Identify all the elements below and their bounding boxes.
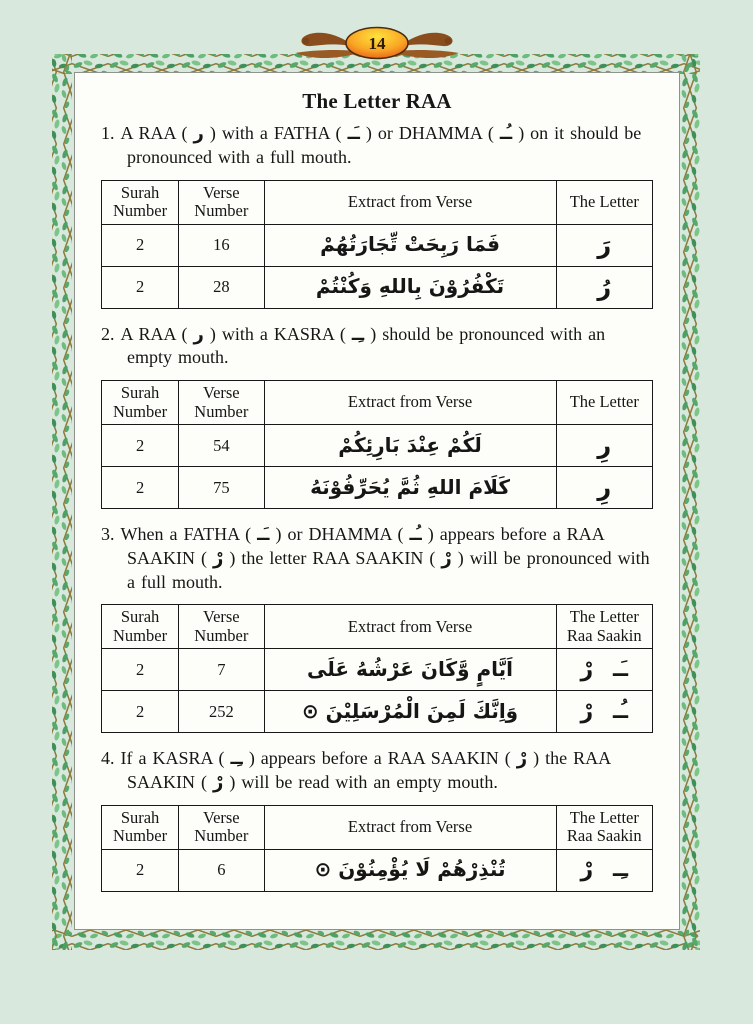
verse-arabic: فَمَا رَبِحَتْ تِّجَارَتُهُمْ [320,232,500,256]
raa-saakin-glyph: رْ [441,547,452,569]
rule-number: 4. [101,748,115,769]
cell-verse: 16 [179,224,264,266]
header-surah-number: Surah Number [102,381,179,425]
header-verse-number: Verse Number [179,605,264,649]
rule3-table [101,604,653,733]
header-surah-number: Surah Number [102,180,179,224]
letter-arabic: رَ [597,230,612,259]
cell-letter [556,649,652,691]
header-extract: Extract from Verse [264,381,556,425]
raa-glyph: ر [193,323,204,345]
header-letter: The Letter [556,180,652,224]
page-number: 14 [368,34,385,53]
verse-arabic: كَلَامَ اللهِ ثُمَّ يُحَرِّفُوْنَهُ [310,474,510,499]
dhamma-glyph: ـُـ [409,524,422,545]
letter-arabic: رُ [597,272,612,301]
letter-arabic: رِ [597,431,612,459]
cell-surah: 2 [102,266,179,308]
cell-extract [264,467,556,509]
rule-2 [101,323,653,371]
rule-number: 3. [101,524,115,544]
cell-extract [264,691,556,733]
cell-letter [556,425,652,467]
cell-extract [264,266,556,308]
rule-1 [101,122,653,170]
dhamma-glyph: ـُـ [499,123,513,144]
table-row [102,425,653,467]
rule-text: ) or DHAMMA ( [359,123,500,143]
cell-surah: 2 [102,849,179,891]
cell-extract [264,649,556,691]
dhamma-glyph: ـُـ [613,698,629,724]
raa-saakin-glyph: رْ [213,772,224,793]
table-row [102,266,653,308]
raa-saakin-glyph: رْ [580,857,594,883]
table-header-row [102,180,653,224]
table-header-row [102,381,653,425]
cell-verse: 7 [179,649,264,691]
verse-arabic: تَكْفُرُوْنَ بِاللهِ وَكُنْتُمْ [315,274,505,298]
cell-letter [556,266,652,308]
rule-text: When a FATHA ( [120,524,258,544]
rule-4 [101,747,653,795]
kasra-glyph: ـِـ [351,323,365,345]
page-number-badge [287,22,467,70]
rule-text: ) will be pronounced with a full mouth. [127,547,650,592]
header-extract: Extract from Verse [264,180,556,224]
fatha-glyph: ـَـ [613,656,629,682]
rule2-table [101,380,653,509]
verse-arabic: اَيَّامٍ وَّكَانَ عَرْشُهُ عَلَى [307,656,514,681]
letter-arabic: رِ [597,473,612,501]
header-surah-number: Surah Number [102,805,179,849]
kasra-glyph: ـِـ [613,857,629,883]
table-header-row [102,605,653,649]
header-extract: Extract from Verse [264,605,556,649]
cell-letter [556,467,652,509]
header-letter: The Letter [556,381,652,425]
rule-text: ) with a FATHA ( [203,123,348,143]
raa-saakin-glyph: رْ [580,698,594,724]
rule-text: ) appears before a RAA SAAKIN ( [242,748,517,769]
cell-extract [264,849,556,891]
cell-verse: 75 [179,467,264,509]
table-row [102,224,653,266]
cell-surah: 2 [102,467,179,509]
cell-surah: 2 [102,224,179,266]
table-row [102,649,653,691]
rule-text: ) should be pronounced with an empty mouth. [127,323,606,368]
cell-verse: 6 [179,849,264,891]
rule1-table [101,180,653,309]
rule-text: ) appears before a RAA SAAKIN ( [127,524,604,568]
header-verse-number: Verse Number [179,180,264,224]
cell-verse: 28 [179,266,264,308]
fatha-glyph: ـَـ [257,524,270,545]
table-row [102,691,653,733]
rule-text: If a KASRA ( [120,748,231,769]
verse-arabic: تُنْذِرْهُمْ لَا يُؤْمِنُوْنَ ⊙ [314,857,506,882]
raa-saakin-glyph: رْ [213,547,224,569]
cell-letter [556,224,652,266]
rule-text: ) with a KASRA ( [203,323,352,344]
rule-text: ) the letter RAA SAAKIN ( [223,547,442,568]
header-surah-number: Surah Number [102,605,179,649]
table-row [102,467,653,509]
rule-3 [101,523,653,594]
rule-text: A RAA ( [120,123,194,143]
rule-text: ) or DHAMMA ( [269,524,410,544]
content-page [74,72,680,930]
cell-letter [556,849,652,891]
cell-surah: 2 [102,691,179,733]
header-letter-raa-saakin: The Letter Raa Saakin [556,805,652,849]
rule4-table [101,805,653,892]
raa-saakin-glyph: رْ [516,748,528,770]
rule-number: 2. [101,323,115,344]
raa-saakin-glyph: رْ [580,656,594,682]
header-extract: Extract from Verse [264,805,556,849]
cell-verse: 252 [179,691,264,733]
cell-extract [264,425,556,467]
rule-text: A RAA ( [120,323,194,344]
fatha-glyph: ـَـ [347,123,360,144]
verse-arabic: لَكُمْ عِنْدَ بَارِئِكُمْ [338,432,482,457]
header-verse-number: Verse Number [179,805,264,849]
rule-text: ) the RAA SAAKIN ( [127,748,611,792]
header-letter-raa-saakin: The Letter Raa Saakin [556,605,652,649]
rule-text: ) will be read with an empty mouth. [223,772,498,792]
rule-text: ) on it should be pronounced with a full mouth. [127,123,642,167]
header-verse-number: Verse Number [179,381,264,425]
verse-arabic: وَاِنَّكَ لَمِنَ الْمُرْسَلِيْنَ ⊙ [301,698,519,723]
page-title: The Letter RAA [302,89,452,113]
cell-surah: 2 [102,649,179,691]
cell-letter [556,691,652,733]
cell-surah: 2 [102,425,179,467]
cell-extract [264,224,556,266]
table-header-row [102,805,653,849]
raa-glyph: ر [193,123,204,144]
rule-number: 1. [101,123,115,143]
table-row [102,849,653,891]
kasra-glyph: ـِـ [230,748,243,770]
cell-verse: 54 [179,425,264,467]
